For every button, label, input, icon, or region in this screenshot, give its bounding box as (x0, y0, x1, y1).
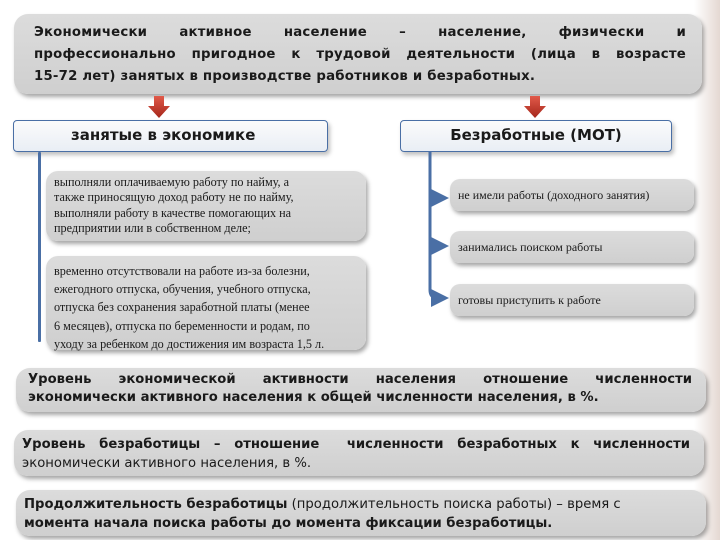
down-arrow-icon (148, 96, 170, 118)
unemployed-connector-lines (418, 152, 458, 308)
employed-header (13, 120, 328, 152)
unemployed-criterion-2-text: занимались поиском работы (458, 240, 603, 254)
unemployed-header (400, 120, 672, 152)
employed-title: занятые в экономике (71, 126, 256, 144)
duration-box (16, 490, 706, 536)
unemployment-rate-line-1: Уровень безработицы – отношение численности безработных к численности (22, 437, 690, 452)
unemployed-title: Безработные (МОТ) (450, 126, 622, 144)
activity-rate-line-1: Уровень экономической активности населения отношение численности (28, 372, 692, 387)
duration-line-2: момента начала поиска работы до момента фиксации безработицы. (24, 516, 553, 531)
employed-criterion-2-line-5: уходу за ребенком до достижения им возраста 1,5 л. (54, 336, 325, 351)
employed-criterion-2-line-4: 6 месяцев), отпуска по беременности и родам, по (54, 318, 310, 333)
activity-rate-line-2: экономически активного населения к общей численности населения, в %. (28, 390, 599, 405)
duration-line-1 (24, 495, 692, 514)
unemployed-criterion-1 (450, 179, 694, 211)
activity-rate-box (16, 368, 706, 412)
duration-definition-start: (продолжительность поиска работы) – время с (287, 497, 621, 512)
unemployment-rate-line-2: экономически активного населения, в %. (22, 456, 312, 471)
employed-criterion-2-line-1: временно отсутствовали на работе из-за болезни, (54, 264, 310, 278)
employed-connector-line (38, 152, 41, 342)
definition-line-1: Экономически активное население – население, физически и (34, 25, 686, 40)
employed-criterion-1-line-3: выполняли работу в качестве помогающих на (54, 205, 292, 220)
employed-criterion-box-2 (46, 256, 366, 350)
definition-line-3: 15-72 лет) занятых в производстве работников и безработных. (34, 69, 536, 84)
unemployed-criterion-2 (450, 231, 694, 263)
unemployed-criterion-3 (450, 284, 694, 316)
duration-term: Продолжительность безработицы (24, 497, 288, 512)
definition-box (14, 14, 702, 94)
employed-criterion-1-line-2: также приносящую доход работу не по найму, (54, 190, 294, 205)
employed-criterion-box-1 (46, 171, 366, 241)
unemployed-criterion-1-text: не имели работы (доходного занятия) (458, 188, 650, 202)
employed-criterion-1-line-4: предприятии или в собственном деле; (54, 220, 251, 235)
down-arrow-icon (524, 96, 546, 118)
employed-criterion-1-line-1: выполняли оплачиваемую работу по найму, а (54, 175, 290, 189)
employed-criterion-2-line-3: отпуска без сохранения заработной платы (менее (54, 300, 310, 315)
employed-criterion-2-line-2: ежегодного отпуска, обучения, учебного отпуска, (54, 282, 311, 297)
definition-line-2: профессионально пригодное к трудовой деятельности (лица в возрасте (34, 47, 686, 62)
unemployed-criterion-3-text: готовы приступить к работе (458, 293, 601, 307)
unemployment-rate-box (14, 430, 704, 476)
